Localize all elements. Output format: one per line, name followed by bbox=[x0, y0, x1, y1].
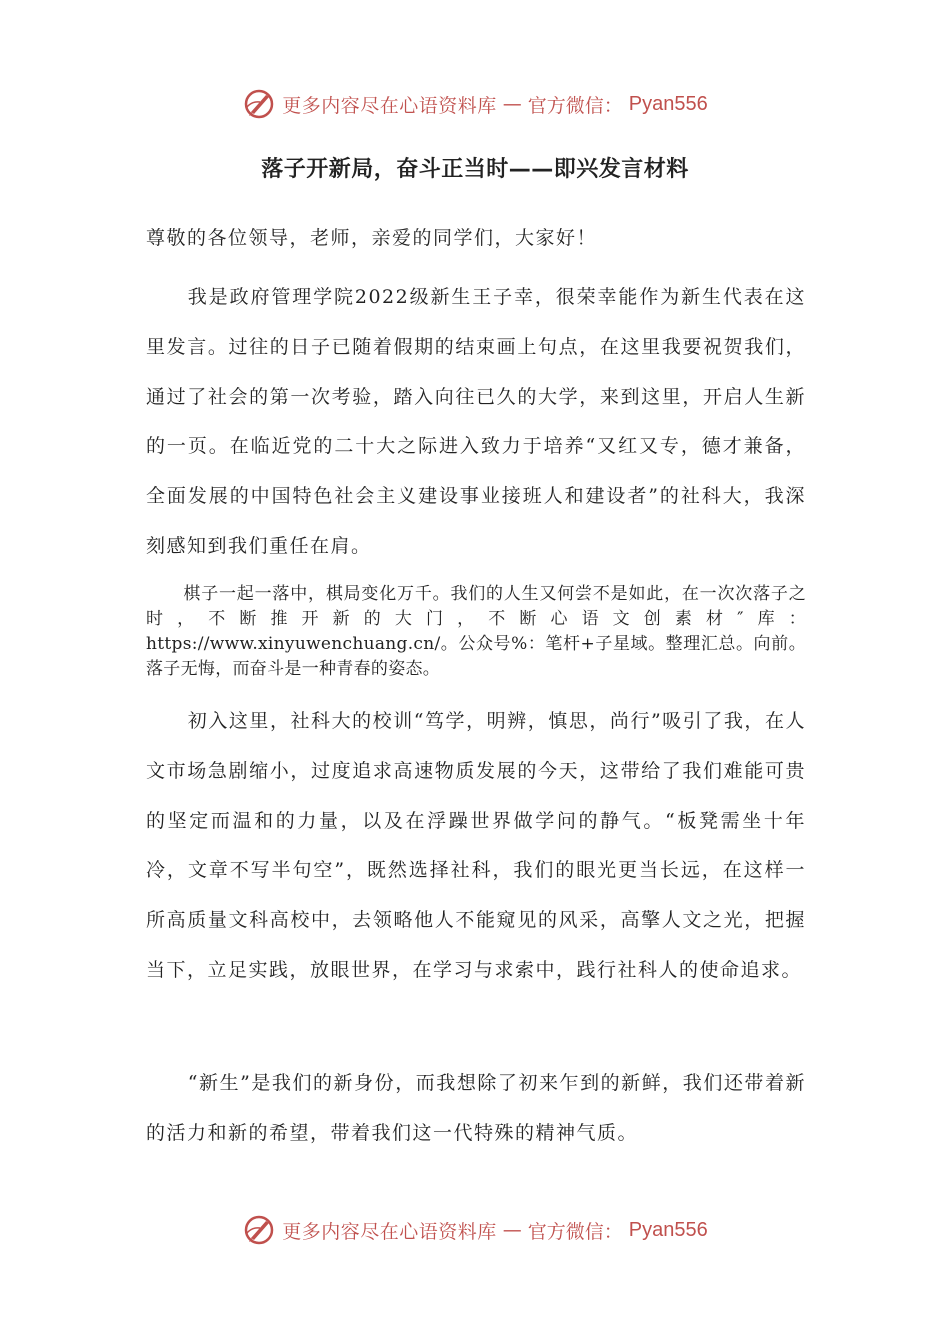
banner-text: 更多内容尽在心语资料库 bbox=[282, 1220, 497, 1243]
banner-wechat-id: Pyan556 bbox=[628, 92, 708, 115]
greeting-line: 尊敬的各位领导，老师，亲爱的同学们，大家好！ bbox=[146, 227, 598, 249]
pen-circle-logo-icon bbox=[242, 87, 276, 121]
pen-circle-logo-icon bbox=[242, 1213, 276, 1247]
footer-banner bbox=[0, 1210, 950, 1250]
banner-wechat-label: 官方微信： bbox=[527, 94, 623, 117]
paragraph-1: 我是政府管理学院2022级新生王子幸，很荣幸能作为新生代表在这里发言。过往的日子已随着假期的结束画上句点，在这里我要祝贺我们，通过了社会的第一次考验，踏入向往已久的大学，来到这里，开启人生新的一页。在临近党的二十大之际进入致力于培养“又红又专，德才兼备，全面发展的中国特色社会主义建设事业接班人和建设者”的社科大，我深刻感知到我们重任在肩。 bbox=[146, 286, 806, 557]
banner-dash: — bbox=[502, 93, 522, 115]
paragraph-3: 初入这里，社科大的校训“笃学，明辨，慎思，尚行”吸引了我，在人文市场急剧缩小，过度追求高速物质发展的今天，这带给了我们难能可贵的坚定而温和的力量，以及在浮躁世界做学问的静气。“板凳需坐十年冷，文章不写半句空”，既然选择社科，我们的眼光更当长远，在这样一所高质量文科高校中，去领略他人不能窥见的风采，高擎人文之光，把握当下，立足实践，放眼世界，在学习与求索中，践行社科人的使命追求。 bbox=[146, 710, 806, 981]
paragraph-4: “新生”是我们的新身份，而我想除了初来乍到的新鲜，我们还带着新的活力和新的希望，带着我们这一代特殊的精神气质。 bbox=[146, 1072, 806, 1144]
banner-wechat-label: 官方微信： bbox=[527, 1220, 623, 1243]
banner-dash: — bbox=[502, 1219, 522, 1241]
banner-wechat-id: Pyan556 bbox=[628, 1218, 708, 1241]
document-title: 落子开新局，奋斗正当时——即兴发言材料 bbox=[261, 157, 689, 182]
header-banner bbox=[0, 84, 950, 124]
banner-text: 更多内容尽在心语资料库 bbox=[282, 94, 497, 117]
paragraph-2: 棋子一起一落中，棋局变化万千。我们的人生又何尝不是如此，在一次次落子之时，不断推开新的大门，不断心语文创素材″库：https://www.xinyuwenchuang.cn/。公众号%：笔杆+子星域。整理汇总。向前。落子无悔，而奋斗是一种青春的姿态。 bbox=[146, 584, 806, 679]
